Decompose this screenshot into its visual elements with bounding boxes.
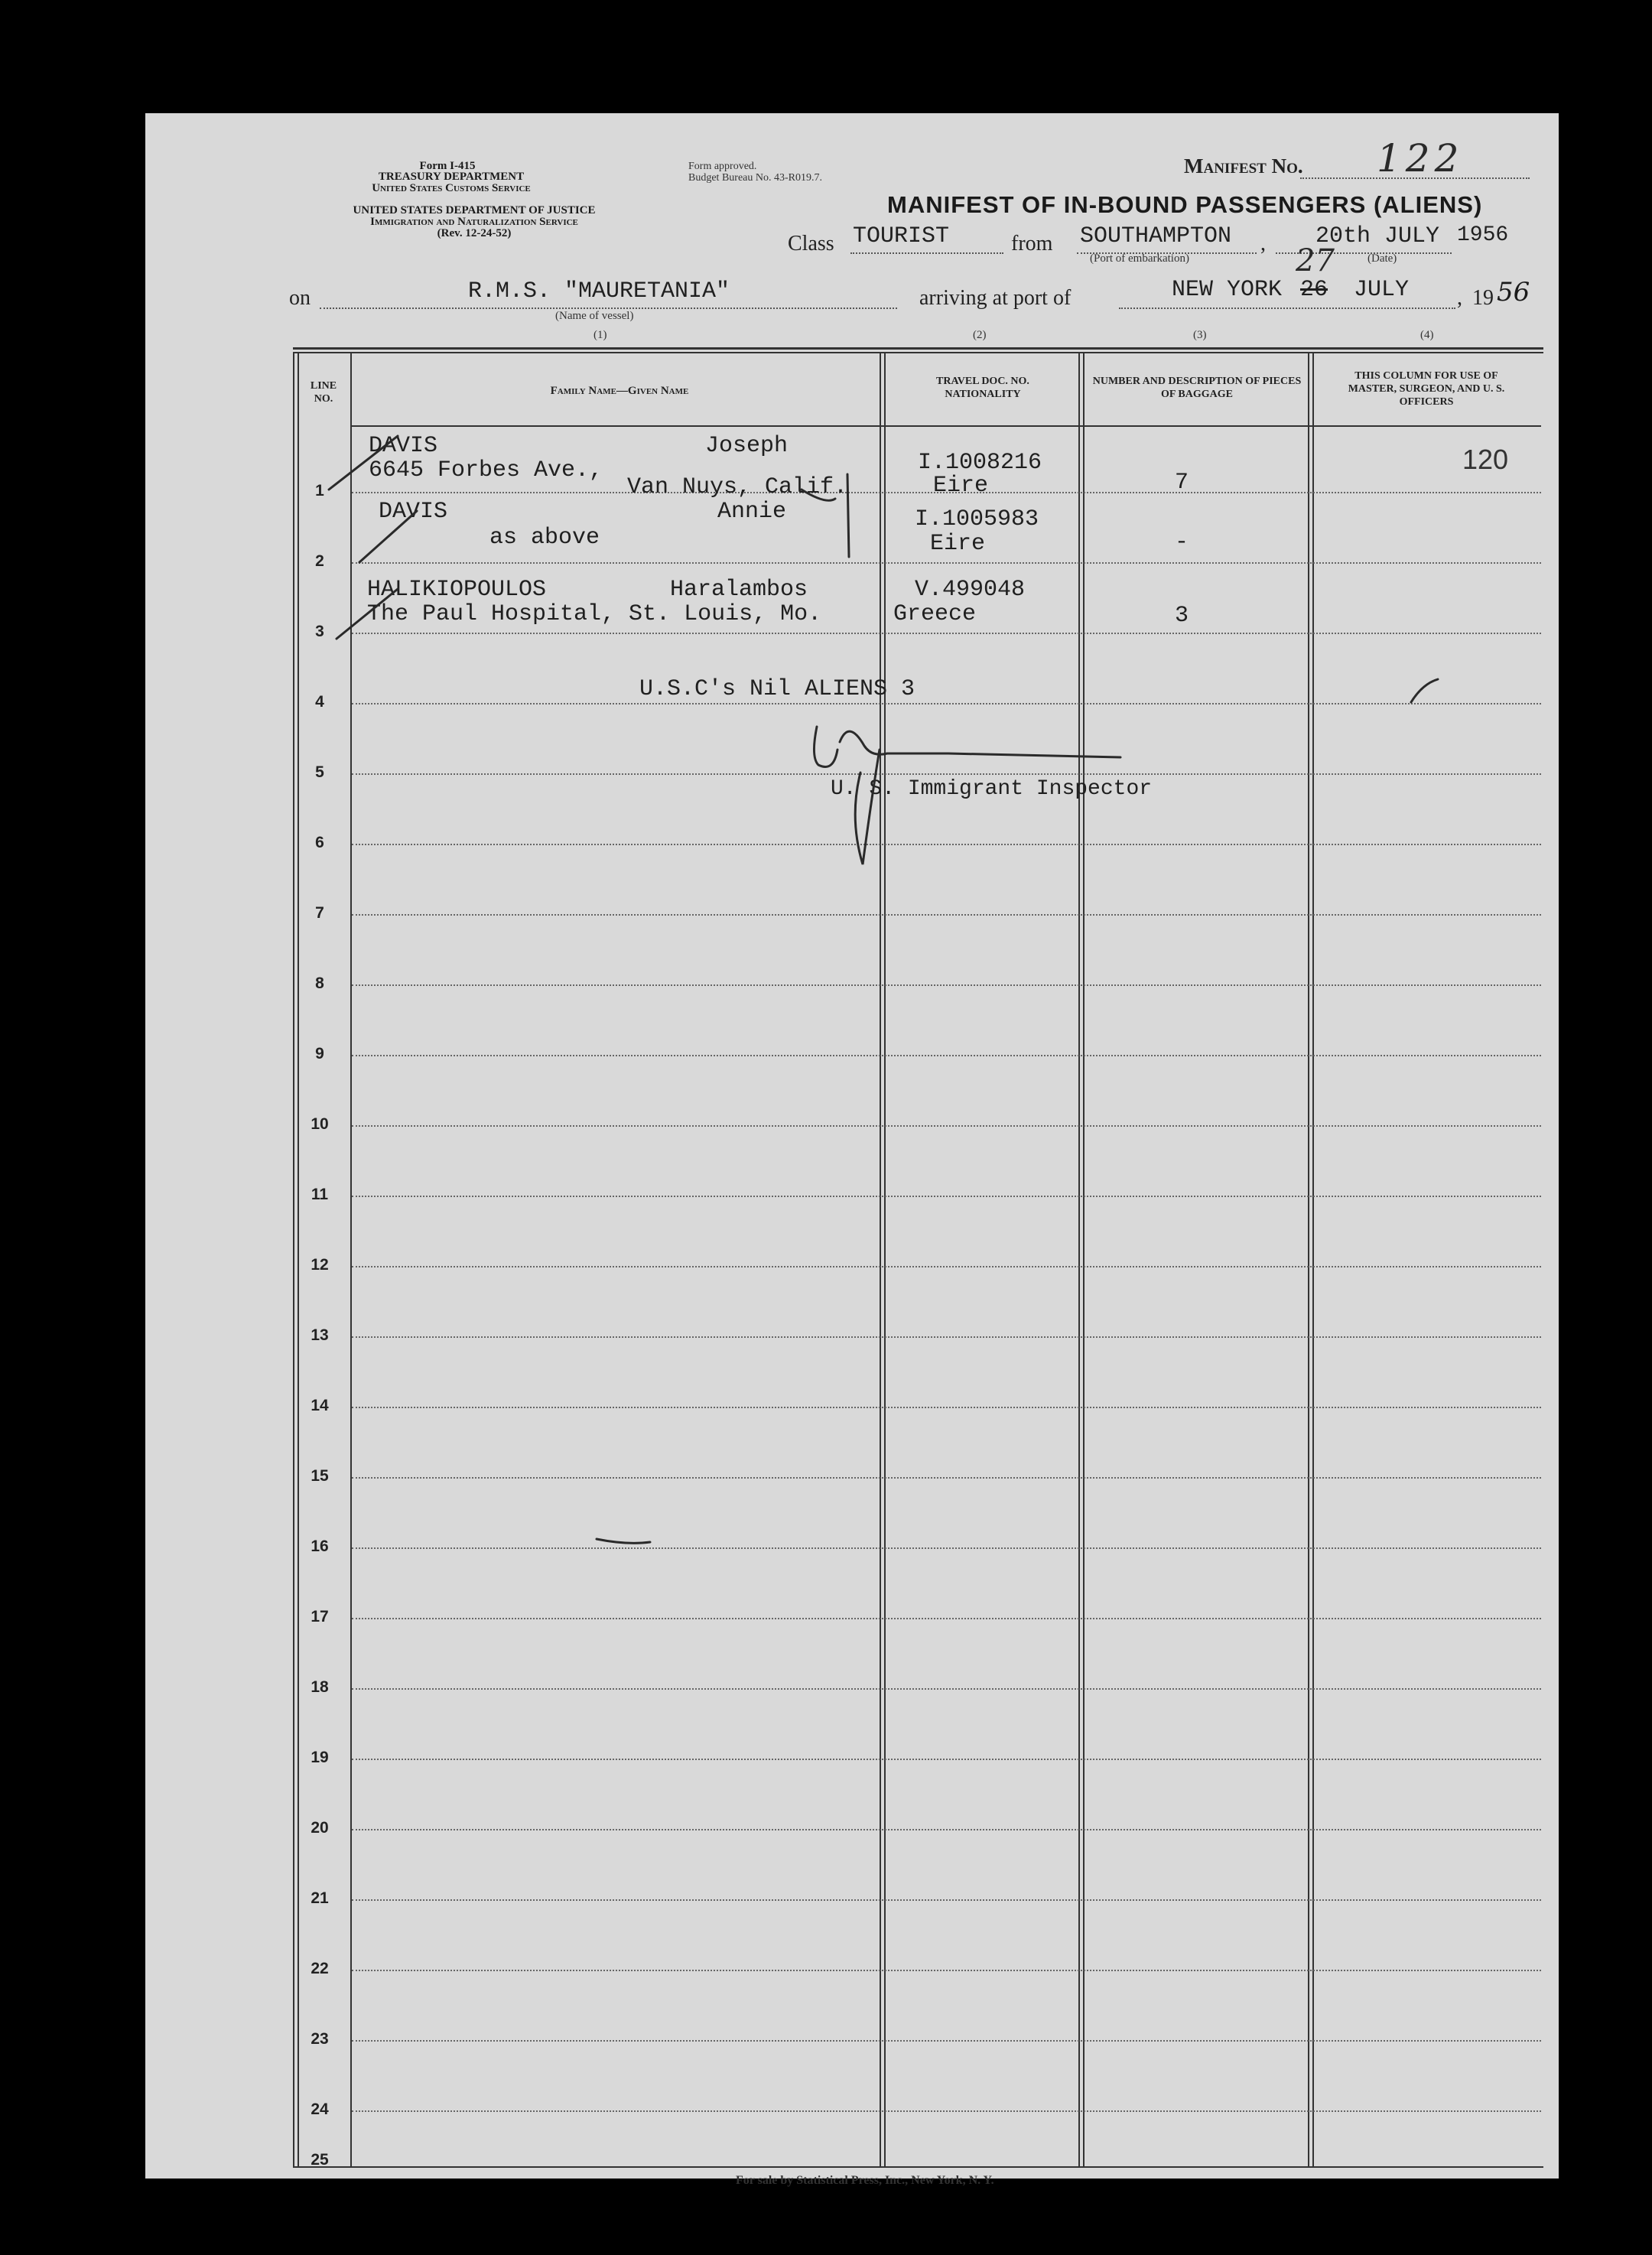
manifest-title: MANIFEST OF IN-BOUND PASSENGERS (ALIENS) (887, 191, 1483, 218)
line-number: 20 (311, 1819, 329, 1837)
budget-bureau-number: Budget Bureau No. 43-R019.7. (688, 172, 822, 184)
entry-1-city: Van Nuys, Calif. (627, 474, 848, 500)
column-caption-1: (1) (593, 329, 607, 341)
embarkation-port: SOUTHAMPTON (1080, 223, 1232, 249)
embarkation-year: 1956 (1457, 223, 1509, 247)
naturalization-service: Immigration and Naturalization Service (370, 216, 578, 228)
port-caption: (Port of embarkation) (1090, 252, 1189, 265)
entry-1-baggage: 7 (1175, 470, 1189, 496)
line-number: 12 (311, 1256, 329, 1274)
arrival-port: NEW YORK (1172, 277, 1283, 303)
entry-2-family-name: DAVIS (379, 499, 448, 525)
entry-1-family-name: DAVIS (369, 433, 438, 459)
line-number: 13 (311, 1326, 329, 1344)
customs-service: United States Customs Service (372, 182, 531, 194)
line-number: 9 (315, 1045, 324, 1062)
entry-3-family-name: HALIKIOPOULOS (367, 577, 547, 603)
printer-footer: For sale by Statistical Press, Inc., New York, N. Y. (736, 2174, 994, 2187)
treasury-department: TREASURY DEPARTMENT (378, 171, 525, 183)
line-number: 14 (311, 1397, 329, 1414)
line-number: 18 (311, 1678, 329, 1696)
line-number: 5 (315, 763, 324, 781)
header-line-no: LINE NO. (310, 380, 337, 405)
line-number: 7 (315, 904, 324, 922)
manifest-no-label: Manifest No. (1184, 155, 1303, 177)
arriving-label: arriving at port of (919, 286, 1072, 310)
line-number: 19 (311, 1749, 329, 1766)
entry-2-travel-doc: I.1005983 (915, 506, 1039, 532)
entry-2-address: as above (489, 525, 600, 551)
entry-2-baggage: - (1175, 529, 1189, 555)
header-travel-doc: TRAVEL DOC. NO. NATIONALITY (936, 376, 1029, 400)
column-caption-2: (2) (973, 329, 987, 341)
arrival-day-corrected: 27 (1296, 243, 1335, 278)
header-name: Family Name—Given Name (550, 385, 689, 397)
line-number: 4 (315, 693, 324, 711)
class-value: TOURIST (853, 223, 950, 249)
arrival-year-suffix: 56 (1497, 277, 1530, 308)
entry-3-nationality: Greece (893, 601, 977, 627)
form-number: Form I-415 (419, 160, 476, 172)
comma: , (1260, 232, 1266, 255)
entry-1-travel-doc: I.1008216 (918, 450, 1042, 476)
entry-3-travel-doc: V.499048 (915, 577, 1026, 603)
entry-1-nationality: Eire (933, 473, 989, 499)
line-number: 6 (315, 834, 324, 851)
on-label: on (289, 286, 311, 310)
line-number: 25 (311, 2151, 329, 2169)
from-label: from (1011, 232, 1053, 255)
vessel-name: R.M.S. "MAURETANIA" (468, 278, 730, 304)
arrival-month: JULY (1354, 277, 1410, 303)
line-number: 8 (315, 975, 324, 992)
manifest-no-value: 122 (1377, 136, 1464, 181)
line-number: 2 (315, 552, 324, 570)
line-number: 22 (311, 1960, 329, 1977)
entry-1-given-name: Joseph (705, 433, 789, 459)
line-number: 3 (315, 623, 324, 640)
line-number: 1 (315, 482, 324, 499)
line-number: 17 (311, 1608, 329, 1625)
column-caption-4: (4) (1420, 329, 1434, 341)
entry-1-officer-number: 120 (1462, 444, 1509, 475)
form-approved: Form approved. (688, 161, 757, 172)
header-officers: THIS COLUMN FOR USE OF MASTER, SURGEON, AND U. S. OFFICERS (1348, 370, 1505, 408)
immigrant-inspector-label: U. S. Immigrant Inspector (831, 777, 1153, 801)
arrival-year-prefix: 19 (1472, 286, 1494, 310)
date-caption: (Date) (1367, 252, 1397, 265)
line-number: 16 (311, 1538, 329, 1555)
line-number: 24 (311, 2100, 329, 2118)
column-caption-3: (3) (1193, 329, 1207, 341)
entry-2-nationality: Eire (930, 531, 986, 557)
department-of-justice: UNITED STATES DEPARTMENT OF JUSTICE (353, 204, 596, 216)
comma: , (1457, 286, 1462, 310)
entry-1-address: 6645 Forbes Ave., (369, 457, 603, 483)
entry-3-baggage: 3 (1175, 603, 1189, 629)
entry-3-address: The Paul Hospital, St. Louis, Mo. (367, 601, 822, 627)
line-number: 10 (311, 1115, 329, 1133)
line-number: 15 (311, 1467, 329, 1485)
line-number: 21 (311, 1889, 329, 1907)
line-number: 11 (311, 1186, 329, 1203)
revision-date: (Rev. 12-24-52) (437, 227, 512, 239)
header-baggage: NUMBER AND DESCRIPTION OF PIECES OF BAGGAGE (1092, 376, 1302, 400)
class-label: Class (788, 232, 834, 255)
embarkation-date: 20th JULY (1315, 223, 1440, 249)
entry-3-given-name: Haralambos (670, 577, 808, 603)
line-number: 23 (311, 2030, 329, 2048)
alien-totals: U.S.C's Nil ALIENS 3 (639, 676, 915, 702)
vessel-caption: (Name of vessel) (555, 310, 634, 322)
arrival-day-struck: 26 (1300, 277, 1328, 303)
entry-2-given-name: Annie (717, 499, 787, 525)
